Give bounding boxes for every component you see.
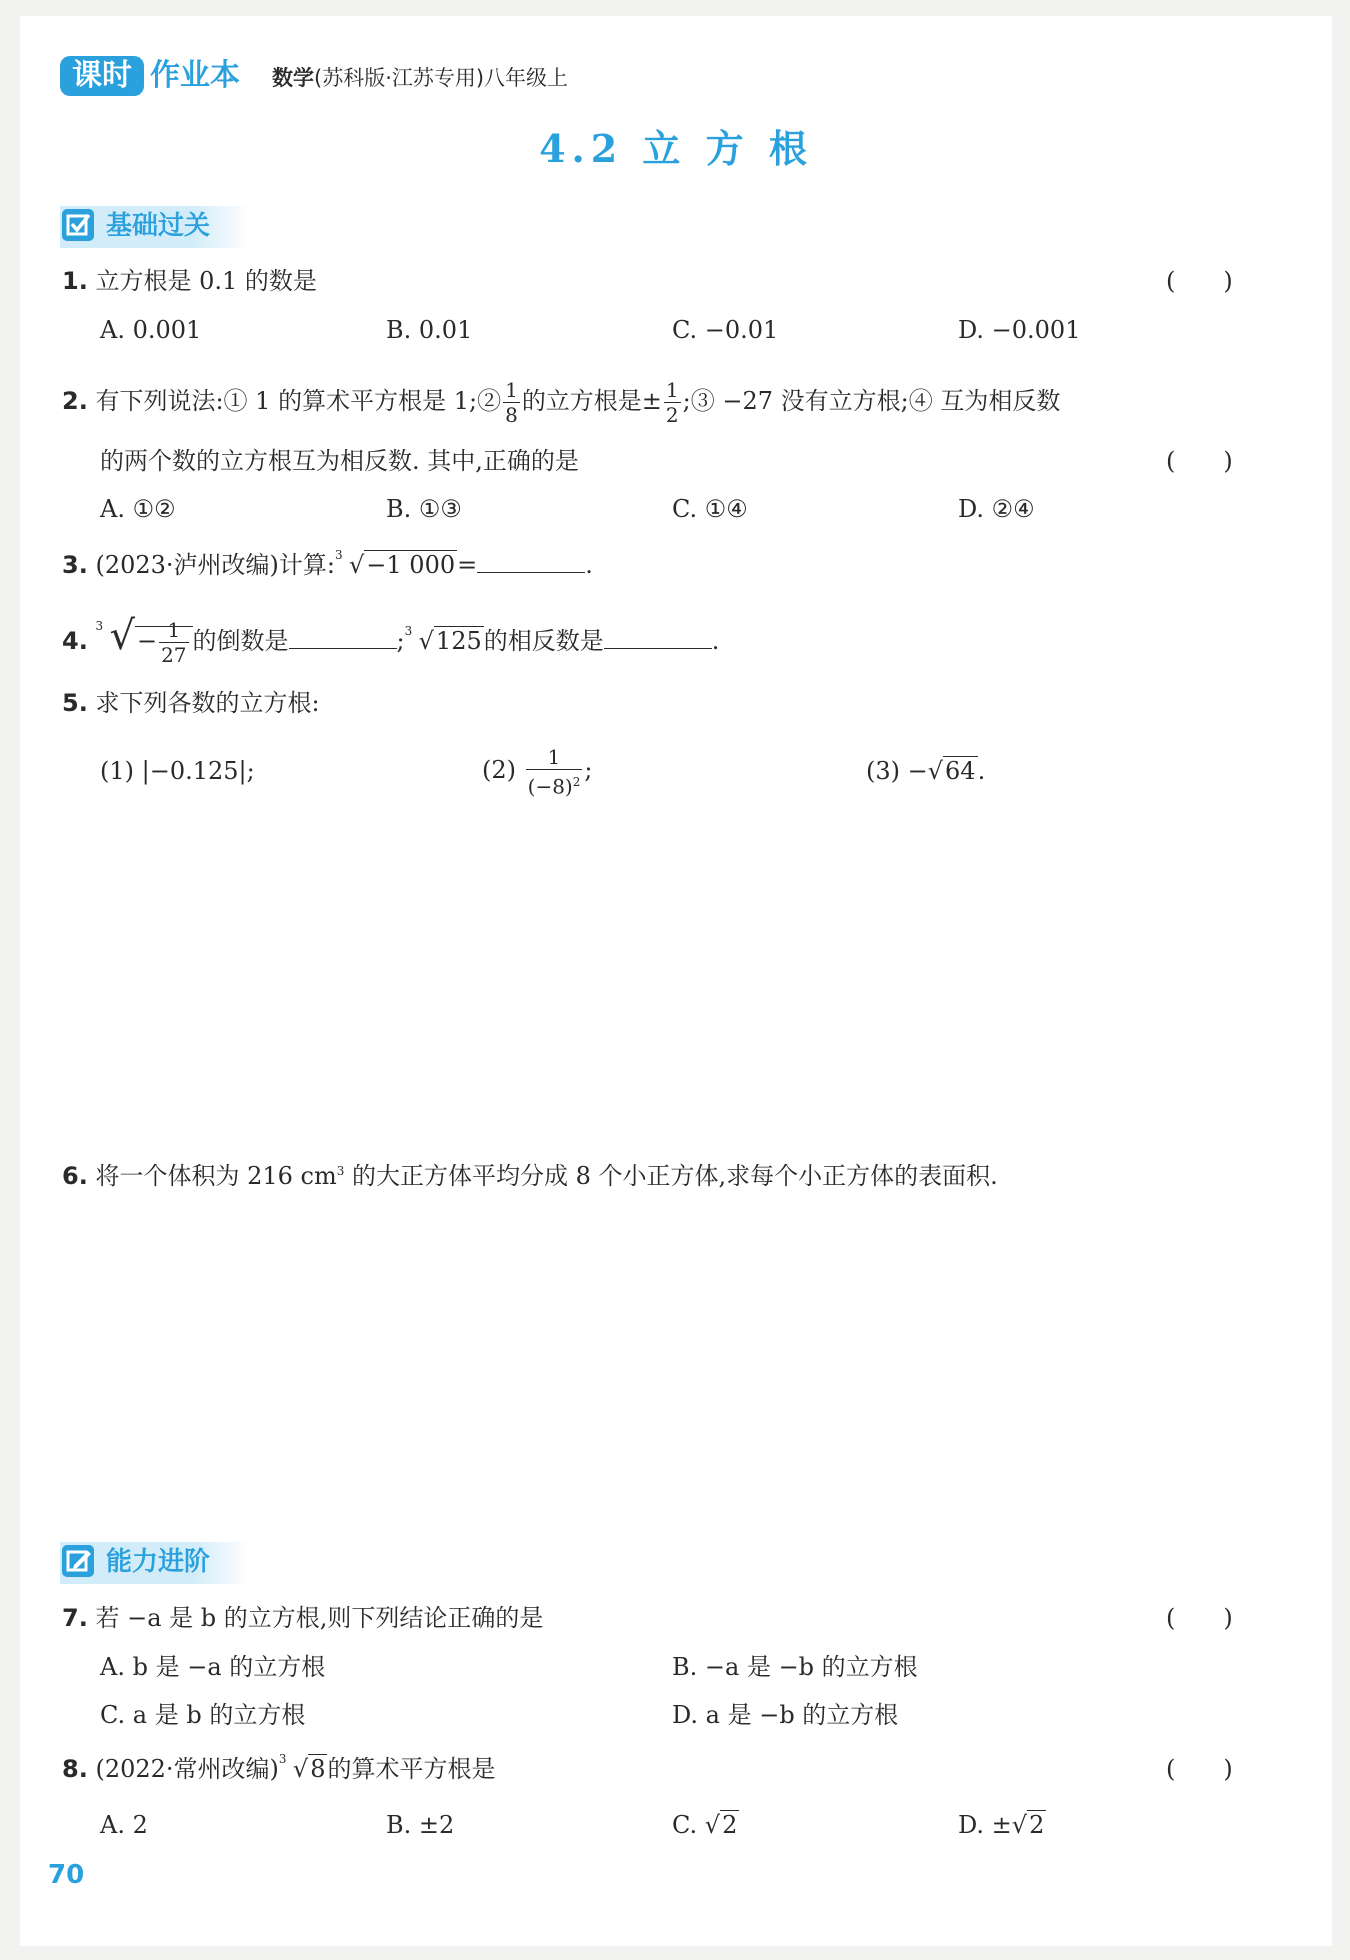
brand-logo: 课时 bbox=[60, 56, 144, 96]
question-text: 的大正方体平均分成 8 个小正方体,求每个小正方体的表面积. bbox=[344, 1162, 998, 1190]
question-7 bbox=[62, 1601, 543, 1635]
fraction bbox=[159, 618, 188, 667]
question-number: 3. bbox=[62, 551, 88, 579]
answer-paren[interactable]: ( ) bbox=[1166, 1755, 1233, 1783]
question-text: (2022·常州改编) bbox=[95, 1755, 279, 1783]
question-text: 的倒数是 bbox=[192, 627, 289, 655]
fraction-denominator: 27 bbox=[161, 643, 187, 667]
semicolon: ; bbox=[584, 756, 593, 784]
question-text: 的算术平方根是 bbox=[327, 1755, 496, 1783]
period: . bbox=[585, 551, 593, 579]
option-a[interactable]: A. 2 bbox=[100, 1811, 148, 1839]
subquestion-label: (3) − bbox=[866, 757, 928, 785]
pencil-icon bbox=[62, 1545, 94, 1577]
square-root bbox=[705, 1808, 740, 1842]
question-2 bbox=[62, 374, 1060, 428]
fraction bbox=[664, 378, 681, 427]
question-number: 5. bbox=[62, 689, 88, 717]
root-index: 3 bbox=[95, 619, 104, 633]
option-b[interactable]: B. 0.01 bbox=[386, 316, 473, 344]
question-8 bbox=[62, 1752, 495, 1786]
radical-sign-icon: √ bbox=[349, 551, 365, 579]
question-number: 4. bbox=[62, 627, 88, 655]
answer-blank[interactable] bbox=[604, 624, 712, 649]
question-4 bbox=[62, 606, 719, 671]
option-label: C. bbox=[672, 1811, 705, 1839]
option-a[interactable]: A. b 是 −a 的立方根 bbox=[100, 1653, 326, 1681]
fraction bbox=[526, 745, 583, 799]
section-advanced-label: 能力进阶 bbox=[106, 1547, 211, 1577]
option-c[interactable] bbox=[672, 1808, 739, 1842]
question-text: 若 −a 是 b 的立方根,则下列结论正确的是 bbox=[95, 1604, 544, 1632]
option-a[interactable]: A. ①② bbox=[100, 495, 176, 523]
subquestion-2 bbox=[482, 740, 592, 800]
book-subtitle bbox=[272, 63, 568, 93]
radical-sign-icon: √ bbox=[109, 613, 135, 659]
question-5 bbox=[62, 686, 320, 720]
option-b[interactable]: B. ①③ bbox=[386, 495, 462, 523]
radical-sign-icon: √ bbox=[1011, 1811, 1028, 1839]
root-body: 64 bbox=[945, 757, 976, 785]
subquestion-1: (1) |−0.125|; bbox=[100, 757, 255, 785]
edition: (苏科版·江苏专用)八年级上 bbox=[314, 66, 569, 90]
root-index: 3 bbox=[278, 1752, 287, 1766]
subject: 数学 bbox=[272, 66, 314, 90]
option-d[interactable] bbox=[958, 1808, 1046, 1842]
subquestion-3 bbox=[866, 754, 985, 788]
fraction-numerator: 1 bbox=[526, 745, 583, 770]
answer-paren[interactable]: ( ) bbox=[1166, 267, 1233, 295]
cube-root bbox=[335, 548, 457, 582]
root-index: 3 bbox=[335, 548, 343, 562]
page-title: 4.2 立 方 根 bbox=[539, 126, 813, 171]
subquestion-label: (2) bbox=[482, 756, 516, 784]
cube-root bbox=[279, 1752, 328, 1786]
root-body bbox=[135, 618, 193, 667]
denominator-base: (−8) bbox=[527, 774, 573, 799]
fraction-numerator: 1 bbox=[505, 378, 518, 402]
fraction-numerator: 1 bbox=[665, 378, 679, 402]
option-a[interactable]: A. 0.001 bbox=[100, 316, 202, 344]
question-text: 的相反数是 bbox=[483, 627, 604, 655]
answer-blank[interactable] bbox=[289, 624, 397, 649]
brand-title: 作业本 bbox=[150, 58, 240, 93]
question-text: 将一个体积为 216 cm bbox=[95, 1162, 337, 1190]
question-number: 7. bbox=[62, 1604, 88, 1632]
radical-sign-icon: √ bbox=[927, 757, 944, 785]
checkbox-icon bbox=[62, 209, 94, 241]
question-text: = bbox=[457, 551, 478, 579]
page-number: 70 bbox=[48, 1860, 85, 1890]
question-2-line2: 的两个数的立方根互为相反数. 其中,正确的是 bbox=[100, 447, 579, 475]
option-b[interactable]: B. −a 是 −b 的立方根 bbox=[672, 1653, 918, 1681]
question-1 bbox=[62, 264, 317, 298]
radical-sign-icon: √ bbox=[704, 1811, 721, 1839]
question-text: 立方根是 0.1 的数是 bbox=[95, 267, 317, 295]
root-body: 125 bbox=[435, 627, 482, 655]
section-advanced bbox=[60, 1542, 250, 1584]
square-root bbox=[928, 754, 978, 788]
period: . bbox=[977, 757, 986, 785]
option-c[interactable]: C. ①④ bbox=[672, 495, 748, 523]
option-d[interactable]: D. a 是 −b 的立方根 bbox=[672, 1701, 899, 1729]
fraction-denominator: 2 bbox=[665, 403, 679, 427]
option-label: D. ± bbox=[958, 1811, 1012, 1839]
question-number: 8. bbox=[62, 1755, 88, 1783]
section-basic-label: 基础过关 bbox=[106, 211, 211, 241]
root-index: 3 bbox=[404, 624, 413, 638]
cube-root bbox=[405, 611, 484, 671]
option-c[interactable]: C. a 是 b 的立方根 bbox=[100, 1701, 306, 1729]
minus-sign: − bbox=[136, 627, 158, 655]
question-3 bbox=[62, 548, 593, 582]
section-basic bbox=[60, 206, 250, 248]
question-text: ;③ −27 没有立方根;④ 互为相反数 bbox=[682, 387, 1061, 415]
fraction-numerator: 1 bbox=[159, 618, 188, 643]
fraction-denominator bbox=[526, 770, 583, 799]
option-d[interactable]: D. ②④ bbox=[958, 495, 1035, 523]
fraction-denominator: 8 bbox=[505, 403, 518, 427]
answer-paren[interactable]: ( ) bbox=[1166, 1604, 1233, 1632]
question-number: 6. bbox=[62, 1162, 88, 1190]
root-body: 2 bbox=[722, 1811, 738, 1839]
question-text: 求下列各数的立方根: bbox=[95, 689, 320, 717]
question-text: (2023·泸州改编)计算: bbox=[95, 551, 335, 579]
question-text: 的立方根是± bbox=[521, 387, 662, 415]
radical-sign-icon: √ bbox=[418, 627, 434, 655]
root-body: 2 bbox=[1029, 1811, 1045, 1839]
root-body: −1 000 bbox=[366, 551, 456, 579]
option-d[interactable]: D. −0.001 bbox=[958, 316, 1081, 344]
question-number: 2. bbox=[62, 387, 88, 415]
radical-sign-icon: √ bbox=[292, 1755, 309, 1783]
cube-root bbox=[95, 606, 192, 671]
period: . bbox=[711, 627, 720, 655]
separator: ; bbox=[396, 627, 405, 655]
square-root bbox=[1012, 1808, 1047, 1842]
question-6 bbox=[62, 1154, 998, 1193]
root-body: 8 bbox=[310, 1755, 326, 1783]
exponent: 3 bbox=[336, 1164, 345, 1178]
fraction bbox=[503, 378, 520, 427]
option-c[interactable]: C. −0.01 bbox=[672, 316, 779, 344]
question-text: 有下列说法:① 1 的算术平方根是 1;② bbox=[95, 387, 502, 415]
answer-paren[interactable]: ( ) bbox=[1166, 447, 1233, 475]
exponent: 2 bbox=[572, 774, 581, 789]
option-b[interactable]: B. ±2 bbox=[386, 1811, 455, 1839]
answer-blank[interactable] bbox=[477, 548, 585, 573]
question-number: 1. bbox=[62, 267, 88, 295]
